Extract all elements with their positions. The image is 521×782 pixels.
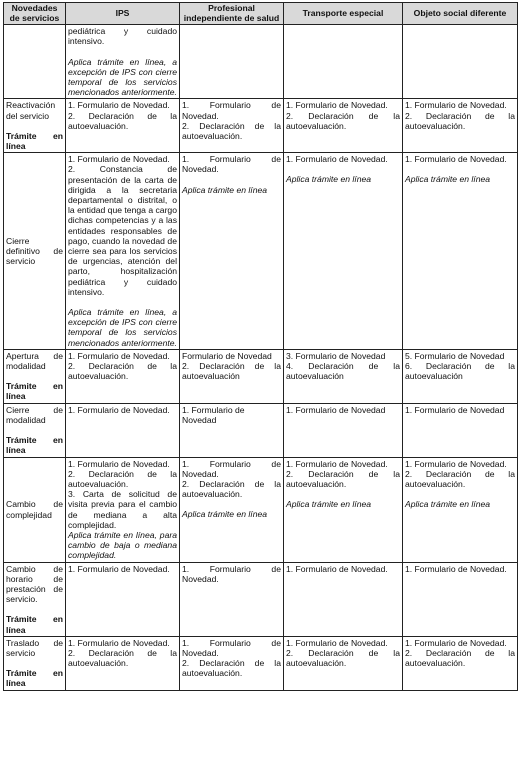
cell-paragraph: Trámite en línea	[6, 614, 63, 635]
transporte-cell	[284, 562, 403, 636]
cell-paragraph: Aplica trámite en línea, a excepción de IPS con cierre temporal de los servicios mencionados anteriormente.	[68, 307, 177, 348]
cell-paragraph: Trámite en línea	[6, 435, 63, 456]
cell-paragraph: Aplica trámite en línea	[286, 499, 372, 510]
ips-cell	[66, 25, 180, 99]
novedad-cell	[4, 349, 66, 403]
objeto-social-cell	[403, 349, 518, 403]
cell-paragraph: 1. Formulario de Novedad.	[182, 637, 281, 658]
cell-paragraph: 2. Declaración de la autoevaluación.	[405, 110, 515, 131]
objeto-social-cell	[403, 562, 518, 636]
cell-paragraph: 1. Formulario de Novedad	[405, 404, 505, 415]
cell-paragraph: 1. Formulario de Novedad.	[68, 154, 170, 165]
cell-paragraph: 1. Formulario de Novedad.	[182, 458, 281, 479]
cell-paragraph: 2. Declaración de la autoevaluación.	[182, 658, 281, 679]
objeto-social-cell	[403, 99, 518, 153]
profesional-cell	[180, 562, 284, 636]
cell-paragraph: 1. Formulario de Novedad.	[182, 100, 281, 121]
profesional-cell	[180, 403, 284, 457]
objeto-social-cell	[403, 153, 518, 350]
cell-paragraph: 1. Formulario de Novedad.	[405, 458, 507, 469]
transporte-cell	[284, 153, 403, 350]
cell-paragraph: Aplica trámite en línea	[182, 184, 268, 195]
cell-paragraph: Apertura de modalidad	[6, 350, 63, 372]
table-row	[4, 562, 518, 636]
header-novedades: Novedades de servicios	[4, 3, 66, 25]
cell-paragraph: 2. Declaración de la autoevaluación.	[182, 120, 281, 142]
cell-paragraph: 2. Declaración de la autoevaluación.	[182, 478, 281, 500]
cell-paragraph: 1. Formulario de Novedad.	[405, 154, 507, 165]
novedad-cell	[4, 25, 66, 99]
table-row	[4, 99, 518, 153]
cell-paragraph: Aplica trámite en línea	[182, 509, 268, 520]
cell-paragraph: Aplica trámite en línea, para cambio de baja o mediana complejidad.	[68, 529, 177, 561]
novedad-cell	[4, 562, 66, 636]
transporte-cell	[284, 25, 403, 99]
transporte-cell	[284, 99, 403, 153]
cell-paragraph: 1. Formulario de Novedad	[286, 404, 386, 415]
cell-paragraph: 3. Formulario de Novedad	[286, 350, 386, 361]
cell-paragraph: 2. Declaración de la autoevaluación.	[286, 110, 400, 131]
novedad-cell	[4, 403, 66, 457]
table-row	[4, 349, 518, 403]
cell-paragraph: 3. Carta de solicitud de visita previa para el cambio de mediana a alta complejidad.	[68, 489, 177, 530]
cell-paragraph: 1. Formulario de Novedad	[182, 404, 245, 425]
cell-paragraph: Cierre definitivo de servicio	[6, 235, 63, 267]
cell-paragraph: Reactivación del servicio	[6, 100, 56, 121]
profesional-cell	[180, 25, 284, 99]
transporte-cell	[284, 457, 403, 562]
cell-paragraph: 2. Declaración de la autoevaluación.	[68, 468, 177, 489]
table-row	[4, 403, 518, 457]
novedades-table	[3, 2, 518, 691]
transporte-cell	[284, 349, 403, 403]
cell-paragraph: 2. Declaración de la autoevaluación.	[405, 647, 515, 669]
cell-paragraph: 1. Formulario de Novedad.	[182, 154, 281, 175]
cell-paragraph: 1. Formulario de Novedad.	[68, 100, 170, 111]
cell-paragraph: 2. Declaración de la autoevaluación.	[286, 468, 400, 489]
cell-paragraph: Trámite en línea	[6, 668, 63, 689]
cell-paragraph: 1. Formulario de Novedad.	[182, 563, 281, 584]
profesional-cell	[180, 457, 284, 562]
cell-paragraph: 1. Formulario de Novedad.	[68, 350, 170, 361]
cell-paragraph: 2. Declaración de la autoevaluación	[182, 361, 281, 382]
table-header-row	[4, 3, 518, 25]
cell-paragraph: Trámite en línea	[6, 130, 63, 152]
objeto-social-cell	[403, 457, 518, 562]
profesional-cell	[180, 636, 284, 690]
cell-paragraph: 1. Formulario de Novedad.	[286, 100, 388, 111]
cell-paragraph: 1. Formulario de Novedad.	[68, 637, 170, 648]
table-row	[4, 153, 518, 350]
transporte-cell	[284, 403, 403, 457]
novedad-cell	[4, 99, 66, 153]
cell-paragraph: 1. Formulario de Novedad.	[68, 404, 170, 415]
cell-paragraph: 2. Constancia de presentación de la carta de dirigida a la secretaria departamental o distrital, o la entidad que tenga a cargo dichas competencias y a las entidades responsables de pago, cuando la novedad de cierre sea para los servicios de urgencias, atención del parto, hospitalización pediátrica y cuidado intensivo.	[68, 164, 177, 297]
ips-cell	[66, 153, 180, 350]
cell-paragraph: 5. Formulario de Novedad	[405, 350, 505, 361]
header-objeto-social: Objeto social diferente	[403, 3, 518, 25]
table-body	[4, 25, 518, 690]
novedades-table-page	[3, 2, 518, 691]
objeto-social-cell	[403, 636, 518, 690]
cell-paragraph: pediátrica y cuidado intensivo.	[68, 26, 177, 47]
novedad-cell	[4, 153, 66, 350]
cell-paragraph: Traslado de servicio	[6, 637, 63, 658]
ips-cell	[66, 99, 180, 153]
objeto-social-cell	[403, 403, 518, 457]
header-ips: IPS	[66, 3, 180, 25]
cell-paragraph: 2. Declaración de la autoevaluación.	[68, 361, 177, 382]
ips-cell	[66, 349, 180, 403]
ips-cell	[66, 403, 180, 457]
cell-paragraph: 1. Formulario de Novedad.	[286, 458, 388, 469]
ips-cell	[66, 562, 180, 636]
ips-cell	[66, 636, 180, 690]
transporte-cell	[284, 636, 403, 690]
cell-paragraph: Cambio de complejidad	[6, 499, 63, 520]
cell-paragraph: 1. Formulario de Novedad.	[286, 637, 388, 648]
cell-paragraph: 6. Declaración de la autoevaluación	[405, 361, 515, 382]
cell-paragraph: Aplica trámite en línea	[286, 174, 372, 185]
profesional-cell	[180, 99, 284, 153]
cell-paragraph: 2. Declaración de la autoevaluación.	[405, 468, 515, 489]
cell-paragraph: 2. Declaración de la autoevaluación.	[68, 647, 177, 669]
header-profesional: Profesional independiente de salud	[180, 3, 284, 25]
cell-paragraph: 1. Formulario de Novedad.	[405, 100, 507, 111]
cell-paragraph: 1. Formulario de Novedad.	[68, 458, 170, 469]
cell-paragraph: 4. Declaración de la autoevaluación	[286, 361, 400, 382]
profesional-cell	[180, 349, 284, 403]
novedad-cell	[4, 636, 66, 690]
table-row	[4, 25, 518, 99]
table-row	[4, 636, 518, 690]
cell-paragraph: Cambio de horario de prestación de servicio.	[6, 563, 63, 605]
novedad-cell	[4, 457, 66, 562]
cell-paragraph: 1. Formulario de Novedad.	[286, 154, 388, 165]
header-transporte: Transporte especial	[284, 3, 403, 25]
cell-paragraph: 1. Formulario de Novedad.	[405, 637, 507, 648]
cell-paragraph: 1. Formulario de Novedad.	[286, 563, 388, 574]
cell-paragraph: 2. Declaración de la autoevaluación.	[286, 647, 400, 669]
cell-paragraph: Aplica trámite en línea, a excepción de IPS con cierre temporal de los servicios mencionados anteriormente.	[68, 56, 177, 98]
objeto-social-cell	[403, 25, 518, 99]
cell-paragraph: 2. Declaración de la autoevaluación.	[68, 110, 177, 131]
cell-paragraph: Cierre de modalidad	[6, 404, 63, 425]
cell-paragraph: Aplica trámite en línea	[405, 174, 491, 185]
cell-paragraph: 1. Formulario de Novedad.	[405, 563, 507, 574]
cell-paragraph: Formulario de Novedad	[182, 350, 272, 361]
profesional-cell	[180, 153, 284, 350]
cell-paragraph: Aplica trámite en línea	[405, 499, 491, 510]
ips-cell	[66, 457, 180, 562]
table-row	[4, 457, 518, 562]
cell-paragraph: Trámite en línea	[6, 381, 63, 402]
cell-paragraph: 1. Formulario de Novedad.	[68, 563, 170, 574]
